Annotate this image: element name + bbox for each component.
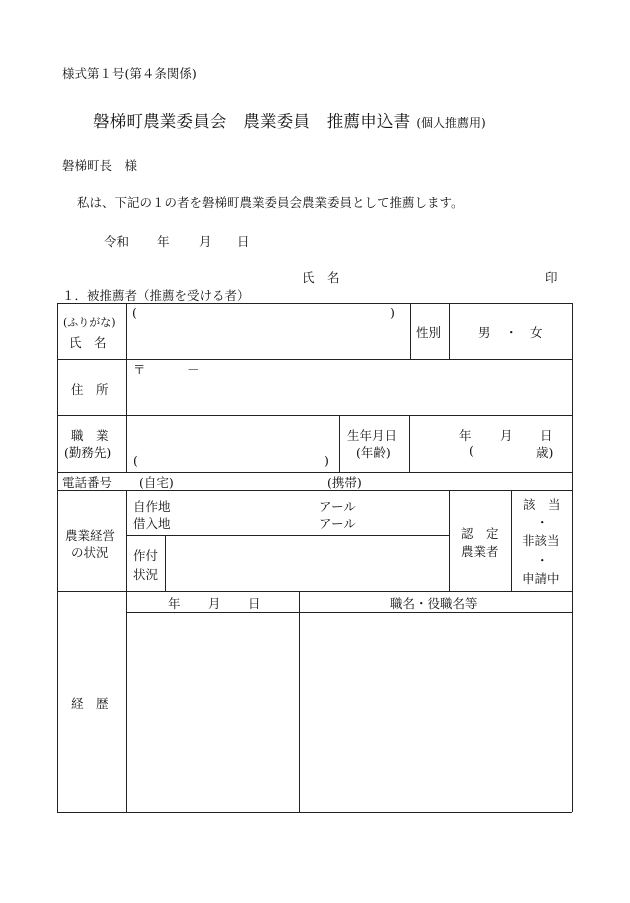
table-line (57, 415, 572, 416)
owned-land-unit: アール (319, 499, 356, 514)
table-line (511, 490, 512, 591)
date-month-label: 月 (199, 234, 212, 249)
form-number: 様式第１号(第４条関係) (62, 66, 197, 81)
farm-status-label: 農業経営 (65, 528, 116, 543)
date-day-label: 日 (237, 234, 250, 249)
table-line (126, 535, 449, 536)
furigana-paren-close: ) (390, 305, 395, 320)
owned-land-label: 自作地 (133, 499, 171, 514)
cert-dot: ・ (536, 515, 549, 530)
certified-farmer-label-2: 農業者 (461, 544, 499, 559)
cert-applicable-option: 該 当 (523, 497, 561, 512)
recommender-name-label: 氏 名 (302, 270, 340, 285)
seal-label: 印 (545, 270, 558, 285)
statement-text: 私は、下記の１の者を磐梯町農業委員会農業委員として推薦します。 (77, 195, 464, 210)
date-year-label: 年 (157, 234, 170, 249)
table-line (57, 812, 572, 813)
table-line (126, 303, 127, 472)
addressee: 磐梯町長 様 (62, 158, 138, 173)
phone-label: 電話番号 (62, 475, 113, 490)
table-line (57, 303, 572, 304)
rented-land-label: 借入地 (133, 516, 171, 531)
table-line (165, 535, 166, 591)
gender-dot: ・ (505, 325, 518, 340)
age-paren-open: ( (469, 443, 474, 458)
table-line (126, 490, 127, 812)
page-title (93, 108, 486, 132)
postal-dash: － (187, 362, 200, 377)
table-line (339, 415, 340, 472)
table-line (449, 303, 450, 359)
postal-mark: 〒 (133, 362, 146, 377)
certified-farmer-label: 認 定 (461, 526, 499, 541)
address-label: 住 所 (71, 382, 109, 397)
rented-land-unit: アール (319, 516, 356, 531)
cert-applying-option: 申請中 (522, 571, 560, 586)
table-line (57, 303, 58, 812)
cert-not-applicable-option: 非該当 (522, 533, 560, 548)
table-line (449, 490, 450, 591)
table-line (409, 415, 410, 472)
furigana-paren-open: ( (132, 305, 137, 320)
crop-label-2: 状況 (133, 567, 159, 582)
name-label: 氏 名 (69, 335, 107, 350)
title-main: 磐梯町農業委員会 農業委員 推薦申込書 (93, 112, 411, 131)
table-line (57, 472, 572, 473)
table-line (299, 591, 300, 812)
occupation-label: 職 業 (71, 428, 109, 443)
gender-label: 性別 (416, 325, 442, 340)
birth-month-label: 月 (500, 428, 513, 443)
table-line (126, 612, 572, 613)
age-label: (年齢) (356, 445, 391, 460)
workplace-paren-open: ( (133, 453, 138, 468)
history-month-header: 月 (208, 596, 221, 611)
phone-mobile-label: (携帯) (327, 475, 362, 490)
crop-label: 作付 (133, 548, 159, 563)
cert-dot-2: ・ (536, 553, 549, 568)
gender-female: 女 (530, 325, 543, 340)
birth-day-label: 日 (540, 428, 553, 443)
birth-year-label: 年 (459, 428, 472, 443)
workplace-paren-close: ) (324, 453, 329, 468)
title-sub: (個人推薦用) (416, 116, 486, 130)
occupation-sub-label: (勤務先) (64, 445, 112, 460)
furigana-label: (ふりがな) (63, 316, 116, 329)
history-label: 経 歴 (71, 696, 109, 711)
table-line (572, 303, 573, 812)
history-position-header: 職名・役職名等 (390, 596, 478, 611)
history-day-header: 日 (248, 596, 261, 611)
gender-male: 男 (478, 325, 491, 340)
age-unit: 歳) (536, 445, 554, 460)
table-line (57, 591, 572, 592)
table-line (57, 490, 572, 491)
farm-status-label-2: の状況 (71, 545, 109, 560)
section-1-label: １．被推薦者（推薦を受ける者） (62, 288, 250, 303)
history-year-header: 年 (168, 596, 181, 611)
table-line (410, 303, 411, 359)
date-era: 令和 (104, 234, 130, 249)
birth-label: 生年月日 (347, 428, 398, 443)
phone-home-label: (自宅) (139, 475, 174, 490)
